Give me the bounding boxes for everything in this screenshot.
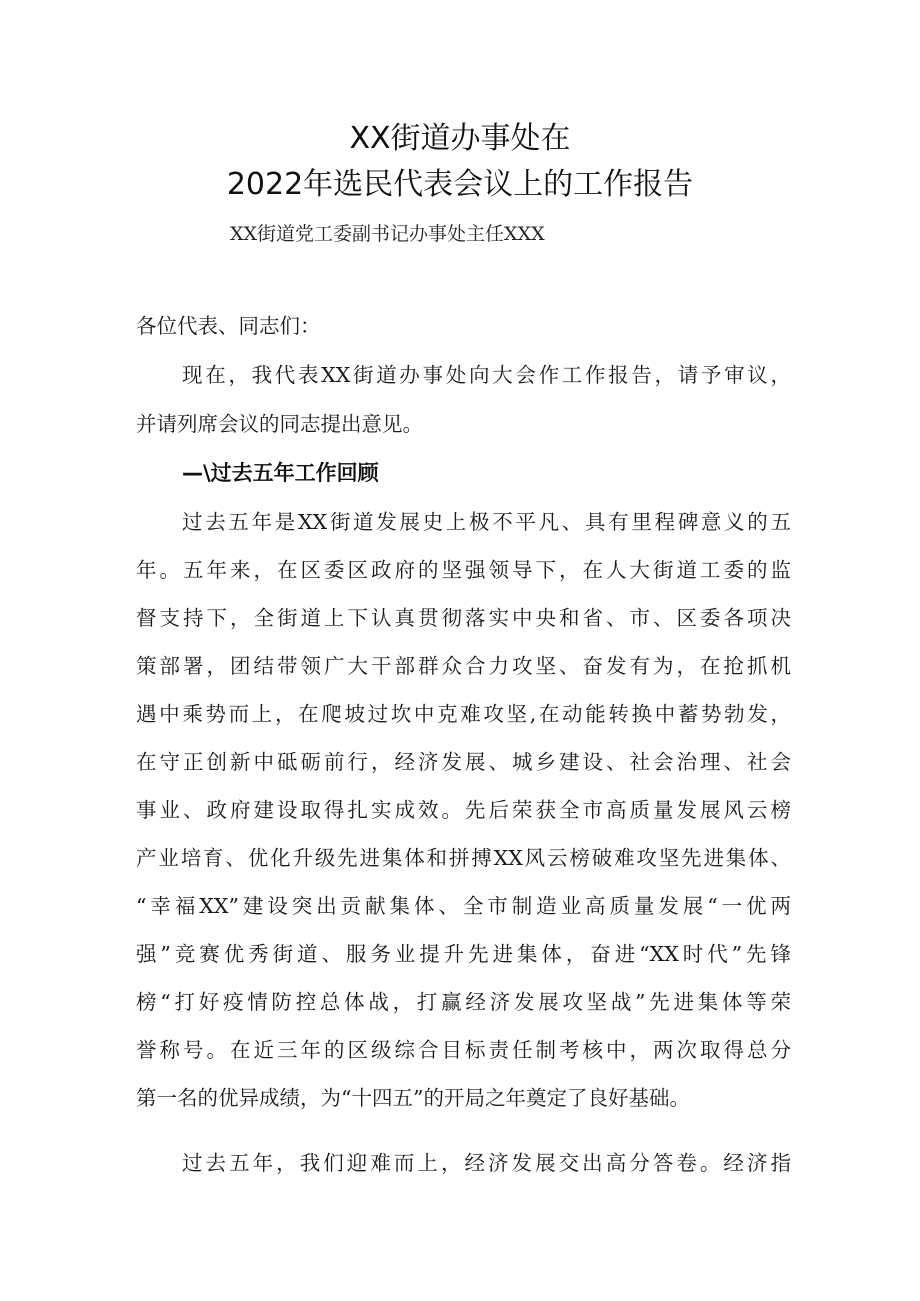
intro-line-2: 并请列席会议的同志提出意见。 xyxy=(136,412,423,436)
paragraph-line: 誉称号。在近三年的区级综合目标责任制考核中，两次取得总分 xyxy=(136,1038,791,1062)
paragraph-line: 在守正创新中砥砺前行，经济发展、城乡建设、社会治理、社会 xyxy=(136,750,791,774)
paragraph-line: 榜“打好疫情防控总体战，打赢经济发展攻坚战”先进集体等荣 xyxy=(136,990,791,1014)
paragraph-line: 过去五年是XX街道发展史上极不平凡、具有里程碑意义的五 xyxy=(182,510,791,534)
paragraph-line: 过去五年，我们迎难而上，经济发展交出高分答卷。经济指 xyxy=(182,1151,791,1175)
paragraph-line: “幸福XX”建设突出贡献集体、全市制造业高质量发展“一优两 xyxy=(136,894,791,918)
paragraph-line: 年。五年来，在区委区政府的坚强领导下，在人大街道工委的监 xyxy=(136,558,791,582)
salutation: 各位代表、同志们： xyxy=(136,314,321,338)
paragraph-line: 督支持下，全街道上下认真贯彻落实中央和省、市、区委各项决 xyxy=(136,606,791,630)
intro-line-1: 现在，我代表XX街道办事处向大会作工作报告，请予审议， xyxy=(182,363,791,387)
report-title-line-1: XX街道办事处在 xyxy=(349,121,571,156)
paragraph-line: 强”竞赛优秀街道、服务业提升先进集体，奋进“XX时代”先锋 xyxy=(136,942,791,966)
report-author: XX街道党工委副书记办事处主任XXX xyxy=(230,223,545,245)
paragraph-line: 策部署，团结带领广大干部群众合力攻坚、奋发有为，在抢抓机 xyxy=(136,654,791,678)
paragraph-line: 遇中乘势而上，在爬坡过坎中克难攻坚,在动能转换中蓄势勃发， xyxy=(136,702,791,726)
paragraph-line: 产业培育、优化升级先进集体和拼搏XX风云榜破难攻坚先进集体、 xyxy=(136,846,791,870)
section-heading: —\过去五年工作回顾 xyxy=(182,461,379,485)
paragraph-line: 第一名的优异成绩，为“十四五”的开局之年奠定了良好基础。 xyxy=(136,1086,690,1110)
report-title-line-2: 2022年选民代表会议上的工作报告 xyxy=(226,167,694,202)
paragraph-line: 事业、政府建设取得扎实成效。先后荣获全市高质量发展风云榜 xyxy=(136,798,791,822)
